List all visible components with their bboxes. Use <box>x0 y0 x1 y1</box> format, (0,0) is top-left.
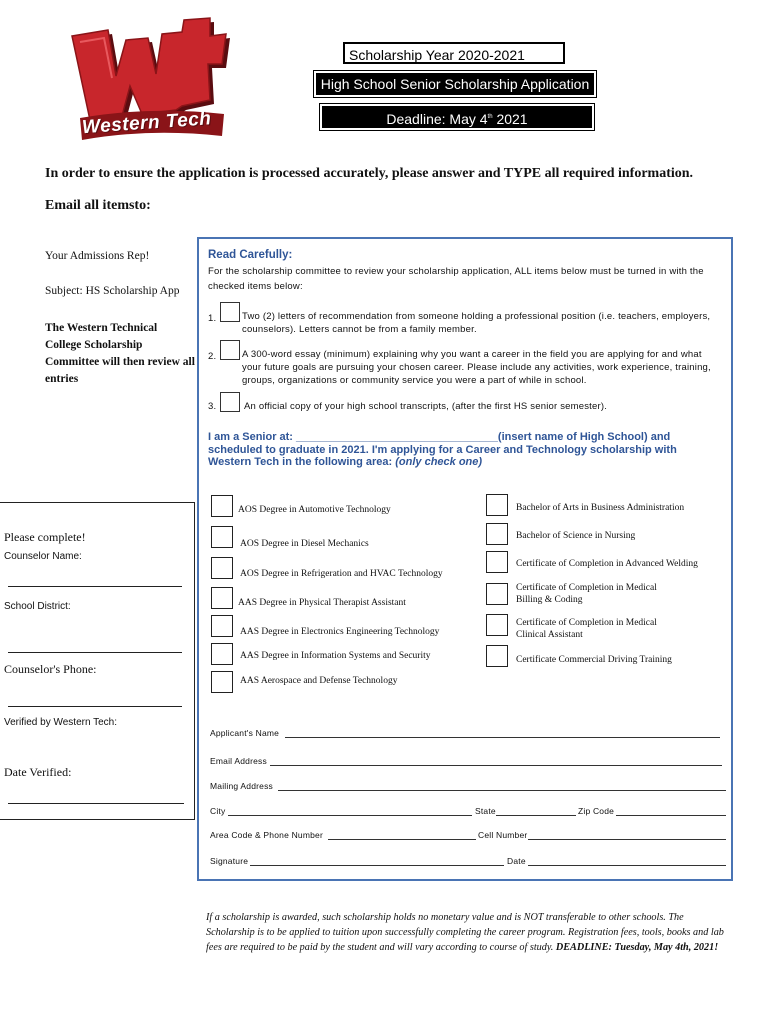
deadline-suffix: 2021 <box>492 111 528 127</box>
program-checkbox-automotive[interactable] <box>211 495 233 517</box>
program-checkbox-infosec[interactable] <box>211 643 233 665</box>
mailing-address-field[interactable] <box>278 790 726 791</box>
date-label: Date <box>507 856 526 866</box>
only-check-one: (only check one) <box>395 456 483 468</box>
program-checkbox-cdl[interactable] <box>486 645 508 667</box>
program-checkbox-diesel[interactable] <box>211 526 233 548</box>
req-checkbox-3[interactable] <box>220 392 240 412</box>
program-label-pta: AAS Degree in Physical Therapist Assistant <box>238 598 406 608</box>
mailing-address-label: Mailing Address <box>210 781 274 791</box>
signature-label: Signature <box>210 856 249 866</box>
state-label: State <box>475 806 496 816</box>
applicant-name-label: Applicant's Name <box>210 728 280 738</box>
program-label-aerospace: AAS Aerospace and Defense Technology <box>240 676 398 686</box>
applicant-name-field[interactable] <box>285 737 720 738</box>
school-district-label: School District: <box>4 601 71 612</box>
counselor-name-field[interactable] <box>8 586 182 587</box>
req-checkbox-1[interactable] <box>220 302 240 322</box>
program-label-diesel: AOS Degree in Diesel Mechanics <box>240 539 369 549</box>
email-line: Email all itemsto: <box>45 198 151 213</box>
phone-field[interactable] <box>328 839 476 840</box>
footer-disclaimer <box>206 910 728 955</box>
program-label-billing: Certificate of Completion in Medical Billing & Coding <box>516 583 657 605</box>
zip-field[interactable] <box>616 815 726 816</box>
read-carefully-heading: Read Carefully: <box>208 249 293 261</box>
please-complete-label: Please complete! <box>4 530 86 544</box>
program-checkbox-clinical[interactable] <box>486 614 508 636</box>
req-num-2: 2. <box>208 351 217 362</box>
req-text-2: A 300-word essay (minimum) explaining why you want a career in the field you are applying for and what your future goals are pursuing your chosen career. Please include any activities, work experience, training, groups, organizations or community service you were a part of while in school. <box>242 349 711 386</box>
committee-note: The Western Technical College Scholarship Committee will then review all entries <box>45 322 195 385</box>
deadline-banner <box>322 106 592 128</box>
program-checkbox-billing[interactable] <box>486 583 508 605</box>
program-checkbox-pta[interactable] <box>211 587 233 609</box>
western-tech-logo <box>68 14 238 144</box>
date-verified-field[interactable] <box>8 803 184 804</box>
program-label-automotive: AOS Degree in Automotive Technology <box>238 505 391 515</box>
cell-label: Cell Number <box>478 830 528 840</box>
program-checkbox-business[interactable] <box>486 494 508 516</box>
state-field[interactable] <box>496 815 576 816</box>
admissions-rep: Your Admissions Rep! <box>45 250 150 262</box>
req-checkbox-2[interactable] <box>220 340 240 360</box>
senior-statement-text: I am a Senior at: _________________________________(insert name of High School) and scheduled to graduate in 2021. I'm applying for a Career and Technology scholarship with Western Tech in the following area: <box>208 431 677 468</box>
deadline-sup: th <box>487 114 493 120</box>
date-field[interactable] <box>528 865 726 866</box>
deadline-prefix: Deadline: May 4 <box>386 111 488 127</box>
program-checkbox-nursing[interactable] <box>486 523 508 545</box>
counselor-phone-label: Counselor's Phone: <box>4 662 97 676</box>
footer-text: If a scholarship is awarded, such scholarship holds no monetary value and is NOT transferable to other schools. The Scholarship is to be applied to tuition upon successfully completing the career program. Registration fees, tools, books and lab fees are required to be paid by the student and will vary according to course of study. <box>206 912 724 953</box>
program-label-electronics: AAS Degree in Electronics Engineering Technology <box>240 627 440 637</box>
instructions-text: In order to ensure the application is processed accurately, please answer and TYPE all required information. <box>45 166 694 181</box>
zip-label: Zip Code <box>578 806 615 816</box>
req-text-1: Two (2) letters of recommendation from someone holding a professional position (i.e. teachers, employers, counselors). Letters cannot be from a family member. <box>242 311 711 335</box>
program-label-cdl: Certificate Commercial Driving Training <box>516 655 672 665</box>
cell-field[interactable] <box>528 839 726 840</box>
program-checkbox-aerospace[interactable] <box>211 671 233 693</box>
req-num-1: 1. <box>208 313 217 324</box>
senior-statement <box>208 431 718 469</box>
city-field[interactable] <box>228 815 472 816</box>
program-label-clinical: Certificate of Completion in Medical Clinical Assistant <box>516 618 657 640</box>
program-checkbox-welding[interactable] <box>486 551 508 573</box>
verified-label: Verified by Western Tech: <box>4 717 118 728</box>
req-text-3: An official copy of your high school transcripts, (after the first HS senior semester). <box>244 401 608 412</box>
program-label-welding: Certificate of Completion in Advanced Welding <box>516 559 698 569</box>
program-label-infosec: AAS Degree in Information Systems and Security <box>240 651 431 661</box>
email-address-field[interactable] <box>270 765 722 766</box>
email-subject: Subject: HS Scholarship App <box>45 285 180 297</box>
program-checkbox-hvac[interactable] <box>211 557 233 579</box>
logo-wordmark: Western Tech <box>81 108 213 139</box>
scholarship-year-label: Scholarship Year 2020-2021 <box>343 42 565 64</box>
signature-field[interactable] <box>250 865 504 866</box>
requirements-intro: For the scholarship committee to review your scholarship application, ALL items below must be turned in with the checked items below: <box>208 266 704 292</box>
phone-label: Area Code & Phone Number <box>210 830 324 840</box>
date-verified-label: Date Verified: <box>4 765 72 779</box>
school-district-field[interactable] <box>8 652 182 653</box>
req-num-3: 3. <box>208 401 217 412</box>
program-label-nursing: Bachelor of Science in Nursing <box>516 531 636 541</box>
application-title: High School Senior Scholarship Application <box>316 73 594 95</box>
program-checkbox-electronics[interactable] <box>211 615 233 637</box>
footer-deadline: DEADLINE: Tuesday, May 4th, 2021! <box>555 942 719 953</box>
counselor-name-label: Counselor Name: <box>4 551 82 562</box>
counselor-phone-field[interactable] <box>8 706 182 707</box>
email-address-label: Email Address <box>210 756 267 766</box>
city-label: City <box>210 806 226 816</box>
program-label-hvac: AOS Degree in Refrigeration and HVAC Technology <box>240 569 443 579</box>
program-label-business: Bachelor of Arts in Business Administration <box>516 503 685 513</box>
